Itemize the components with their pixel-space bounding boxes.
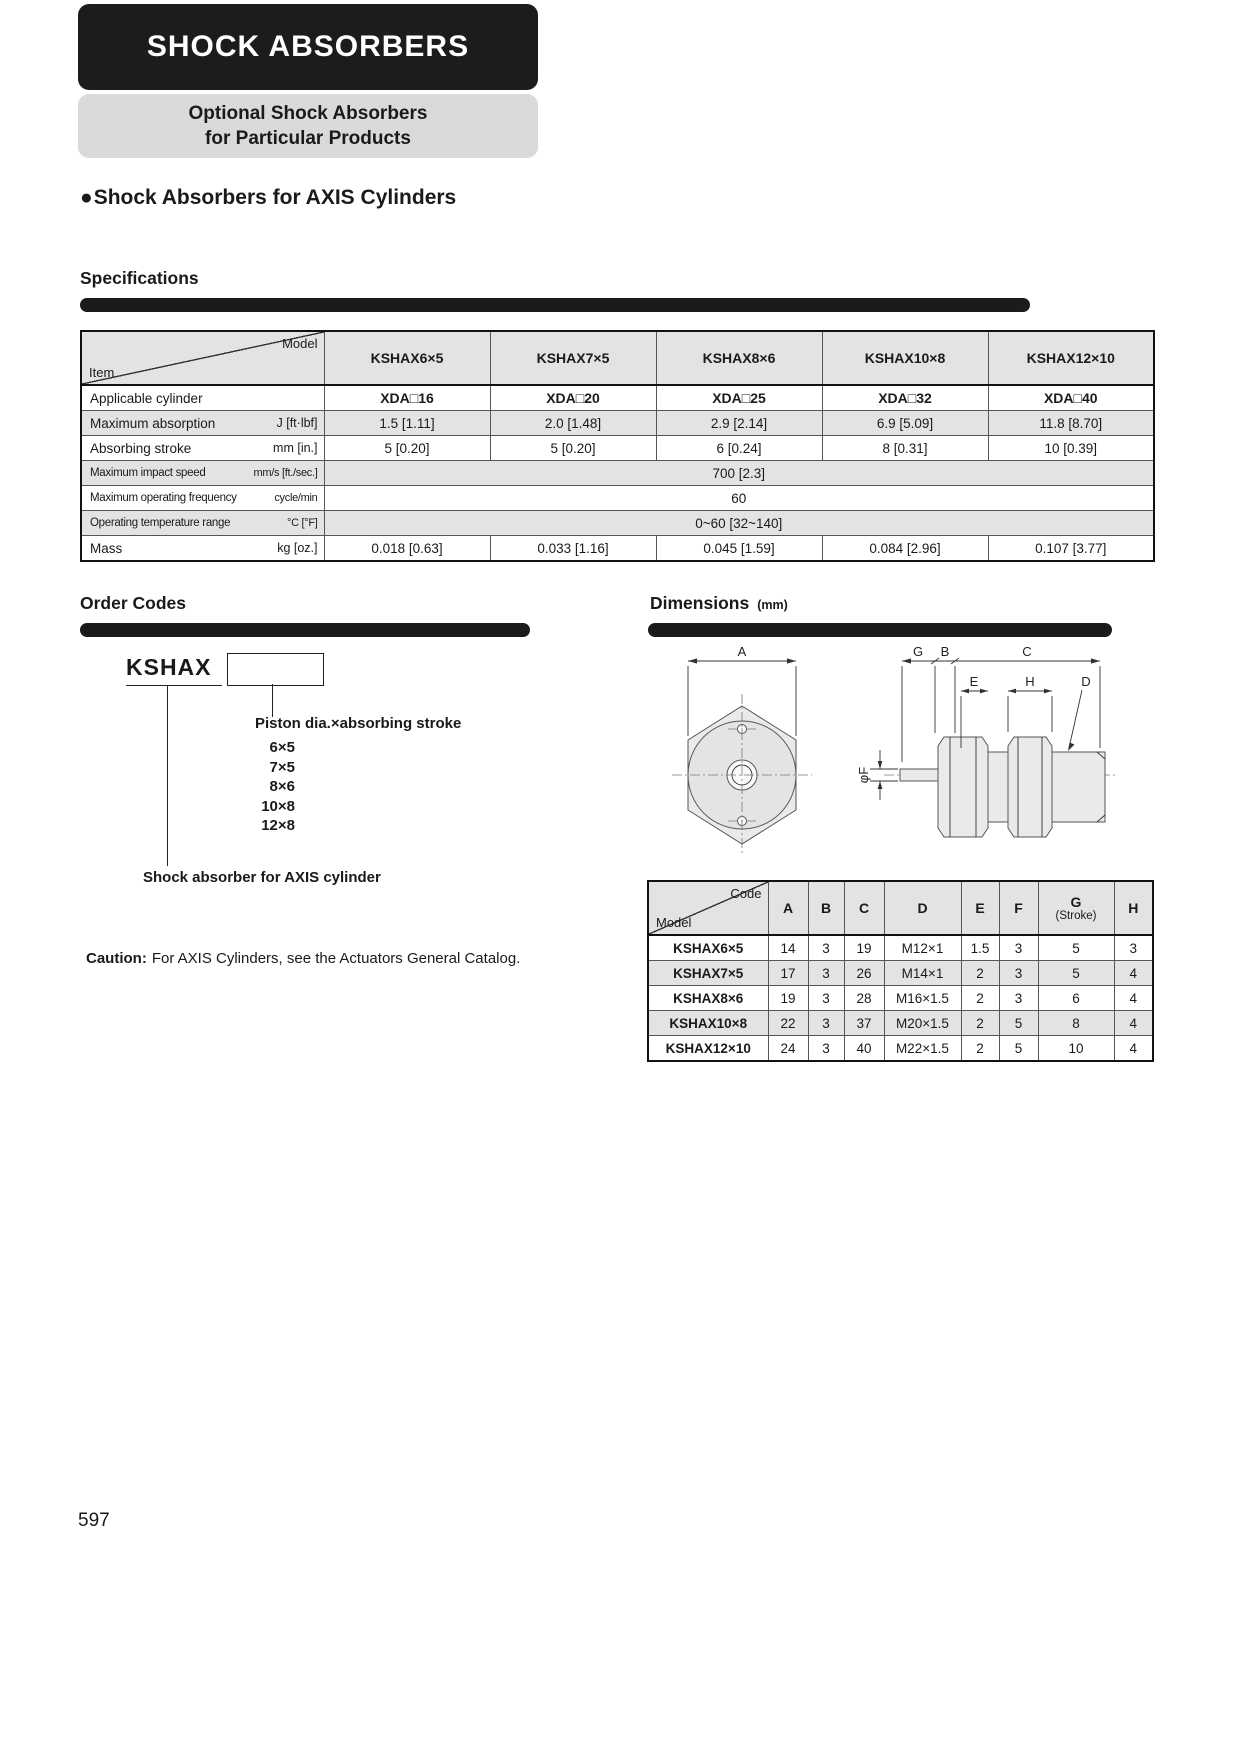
spec-item-name: Maximum impact speed	[90, 467, 206, 479]
order-option-list	[229, 738, 295, 836]
spec-span-value: 0~60 [32~140]	[324, 511, 1154, 536]
banner-title: SHOCK ABSORBERS	[146, 30, 470, 63]
spec-value: 8 [0.31]	[822, 436, 988, 461]
dim-value: 6	[1038, 986, 1114, 1011]
dimensions-heading: Dimensions (mm)	[650, 593, 788, 613]
spec-value: 5 [0.20]	[490, 436, 656, 461]
dim-row	[648, 1036, 1153, 1062]
dim-column-header	[1038, 881, 1114, 935]
spec-item-unit: kg [oz.]	[277, 541, 318, 555]
order-code-box	[227, 653, 324, 686]
piston-rod-side	[900, 769, 940, 781]
spec-item-inner	[82, 467, 324, 479]
spec-row	[81, 511, 1154, 536]
dim-value: M22×1.5	[884, 1036, 961, 1062]
dim-value: 2	[961, 1011, 999, 1036]
dim-value: 8	[1038, 1011, 1114, 1036]
dim-value: 2	[961, 986, 999, 1011]
spec-column-header: KSHAX10×8	[822, 331, 988, 385]
dim-value: 5	[1038, 935, 1114, 961]
spec-item-cell	[81, 536, 324, 562]
spec-item-cell	[81, 486, 324, 511]
dim-label-d: D	[1081, 674, 1091, 689]
dim-model-cell: KSHAX12×10	[648, 1036, 768, 1062]
spec-value: XDA□20	[490, 385, 656, 411]
section-title: ●Shock Absorbers for AXIS Cylinders	[80, 186, 457, 209]
caution-note	[86, 950, 520, 967]
specifications-table	[80, 330, 1155, 562]
table-corner-cell	[81, 331, 324, 385]
spec-item-inner	[82, 492, 324, 504]
dim-row	[648, 986, 1153, 1011]
dim-model-cell: KSHAX7×5	[648, 961, 768, 986]
dim-value: 3	[1114, 935, 1153, 961]
spec-item-name: Mass	[90, 540, 123, 556]
dim-value: M14×1	[884, 961, 961, 986]
dim-label-c: C	[1022, 644, 1032, 659]
order-base-label: Shock absorber for AXIS cylinder	[143, 869, 381, 886]
caution-label: Caution:	[86, 950, 147, 967]
spec-item-inner	[82, 541, 324, 556]
spec-value: 2.0 [1.48]	[490, 411, 656, 436]
sub-banner-line1: Optional Shock Absorbers	[188, 103, 428, 124]
dimension-drawing	[600, 640, 1160, 875]
spec-value: 0.018 [0.63]	[324, 536, 490, 562]
dim-value: 3	[999, 935, 1038, 961]
dim-value: 4	[1114, 1036, 1153, 1062]
spec-item-name: Operating temperature range	[90, 517, 231, 529]
dim-value: 2	[961, 1036, 999, 1062]
dim-value: 5	[999, 1036, 1038, 1062]
dim-value: 5	[999, 1011, 1038, 1036]
order-option: 8×6	[269, 778, 295, 795]
spec-item-unit: cycle/min	[274, 492, 318, 504]
order-option: 7×5	[269, 758, 295, 776]
spec-item-inner	[82, 391, 324, 406]
spec-column-header: KSHAX12×10	[988, 331, 1154, 385]
dim-column-header: D	[884, 881, 961, 935]
spec-value: 0.084 [2.96]	[822, 536, 988, 562]
spec-value: 10 [0.39]	[988, 436, 1154, 461]
dim-model-cell: KSHAX10×8	[648, 1011, 768, 1036]
page-banner	[78, 4, 538, 90]
dim-label-h: H	[1025, 674, 1035, 689]
corner-bottom-label: Item	[89, 365, 115, 380]
spec-item-inner	[82, 517, 324, 529]
spec-row	[81, 486, 1154, 511]
dim-row	[648, 935, 1153, 961]
dimensions-rule	[648, 623, 1112, 637]
dim-row	[648, 1011, 1153, 1036]
spec-row	[81, 436, 1154, 461]
spec-column-header: KSHAX7×5	[490, 331, 656, 385]
order-code-base: KSHAX	[126, 654, 212, 680]
spec-item-unit: J [ft·lbf]	[276, 416, 318, 430]
dim-value: 19	[844, 935, 884, 961]
spec-item-name: Maximum absorption	[90, 415, 216, 431]
dim-value: 22	[768, 1011, 808, 1036]
spec-value: XDA□16	[324, 385, 490, 411]
caution-text: For AXIS Cylinders, see the Actuators General Catalog.	[151, 950, 521, 967]
sub-banner	[78, 94, 538, 158]
spec-row	[81, 385, 1154, 411]
spec-value: 0.107 [3.77]	[988, 536, 1154, 562]
order-option: 6×5	[269, 739, 295, 756]
order-option-title: Piston dia.×absorbing stroke	[255, 715, 462, 732]
corner-top-label: Model	[282, 336, 318, 351]
order-codes-heading: Order Codes	[80, 593, 186, 613]
spec-value: XDA□25	[656, 385, 822, 411]
corner-bottom-label: Model	[656, 915, 692, 930]
dim-column-header-main: G	[1070, 894, 1082, 910]
spec-row	[81, 536, 1154, 562]
spec-item-cell	[81, 436, 324, 461]
dim-value: 3	[808, 935, 844, 961]
specifications-rule	[80, 298, 1030, 312]
dim-column-header: F	[999, 881, 1038, 935]
spec-item-unit: mm/s [ft./sec.]	[253, 467, 318, 479]
dim-label-e: E	[969, 674, 979, 689]
spec-item-unit: °C [°F]	[286, 517, 318, 529]
specifications-heading: Specifications	[80, 268, 199, 288]
dim-model-cell: KSHAX8×6	[648, 986, 768, 1011]
dim-value: 3	[999, 986, 1038, 1011]
order-codes-rule	[80, 623, 530, 637]
spec-value: 2.9 [2.14]	[656, 411, 822, 436]
spec-column-header: KSHAX8×6	[656, 331, 822, 385]
dim-value: 14	[768, 935, 808, 961]
dim-column-header-sub: (Stroke)	[1055, 910, 1097, 922]
spec-span-value: 700 [2.3]	[324, 461, 1154, 486]
dim-column-header: A	[768, 881, 808, 935]
dim-value: M12×1	[884, 935, 961, 961]
bullet-icon: ●	[80, 186, 93, 209]
spec-value: 1.5 [1.11]	[324, 411, 490, 436]
hex-nut-right	[1008, 737, 1052, 837]
dim-value: 26	[844, 961, 884, 986]
spec-item-inner	[82, 441, 324, 456]
dimensions-table	[647, 880, 1154, 1062]
order-option: 10×8	[261, 797, 295, 815]
dim-model-cell: KSHAX6×5	[648, 935, 768, 961]
spec-item-unit: mm [in.]	[273, 441, 318, 455]
spec-value: 11.8 [8.70]	[988, 411, 1154, 436]
dim-column-header: B	[808, 881, 844, 935]
dim-value: 40	[844, 1036, 884, 1062]
order-option: 12×8	[261, 817, 295, 834]
dim-value: 3	[808, 1011, 844, 1036]
sub-banner-line2: for Particular Products	[205, 128, 411, 149]
spec-item-cell	[81, 411, 324, 436]
page-number: 597	[78, 1510, 110, 1531]
dim-label-g: G	[912, 644, 924, 659]
corner-top-label: Code	[730, 886, 762, 901]
dim-column-header: H	[1114, 881, 1153, 935]
dim-label-f: φF	[856, 766, 871, 784]
dim-value: 4	[1114, 986, 1153, 1011]
dim-value: 2	[961, 961, 999, 986]
spec-value: 0.033 [1.16]	[490, 536, 656, 562]
spec-row	[81, 411, 1154, 436]
dim-value: 1.5	[961, 935, 999, 961]
spec-item-name: Absorbing stroke	[90, 440, 192, 456]
spec-item-cell	[81, 461, 324, 486]
spec-item-name: Applicable cylinder	[90, 390, 203, 406]
dim-value: 4	[1114, 1011, 1153, 1036]
spec-item-cell	[81, 385, 324, 411]
spec-value: 6.9 [5.09]	[822, 411, 988, 436]
spec-header-row	[81, 331, 1154, 385]
table-corner-cell	[648, 881, 768, 935]
hex-nut-left	[938, 737, 988, 837]
spec-value: XDA□32	[822, 385, 988, 411]
spec-value: 5 [0.20]	[324, 436, 490, 461]
spec-value: 6 [0.24]	[656, 436, 822, 461]
order-code-leader-line	[167, 686, 168, 866]
dim-header-row	[648, 881, 1153, 935]
order-code-underline	[126, 685, 222, 686]
spec-span-value: 60	[324, 486, 1154, 511]
dim-label-b: B	[940, 644, 950, 659]
dim-value: 3	[808, 986, 844, 1011]
dim-value: 28	[844, 986, 884, 1011]
spec-value: XDA□40	[988, 385, 1154, 411]
dim-value: 17	[768, 961, 808, 986]
dim-value: M16×1.5	[884, 986, 961, 1011]
dim-value: 37	[844, 1011, 884, 1036]
dim-column-header: E	[961, 881, 999, 935]
dim-value: 3	[999, 961, 1038, 986]
dim-value: 3	[808, 1036, 844, 1062]
dim-value: 24	[768, 1036, 808, 1062]
spec-item-inner	[82, 416, 324, 431]
dimensions-unit-note: (mm)	[757, 598, 788, 612]
dim-value: 5	[1038, 961, 1114, 986]
dim-value: 19	[768, 986, 808, 1011]
dim-value: 10	[1038, 1036, 1114, 1062]
spec-item-name: Maximum operating frequency	[90, 492, 237, 504]
order-code-box-leader-line	[272, 684, 273, 717]
dim-column-header: C	[844, 881, 884, 935]
spec-row	[81, 461, 1154, 486]
dim-value: 4	[1114, 961, 1153, 986]
dim-label-a: A	[737, 644, 747, 659]
dim-row	[648, 961, 1153, 986]
dim-value: M20×1.5	[884, 1011, 961, 1036]
dim-value: 3	[808, 961, 844, 986]
spec-column-header: KSHAX6×5	[324, 331, 490, 385]
spec-value: 0.045 [1.59]	[656, 536, 822, 562]
spec-item-cell	[81, 511, 324, 536]
